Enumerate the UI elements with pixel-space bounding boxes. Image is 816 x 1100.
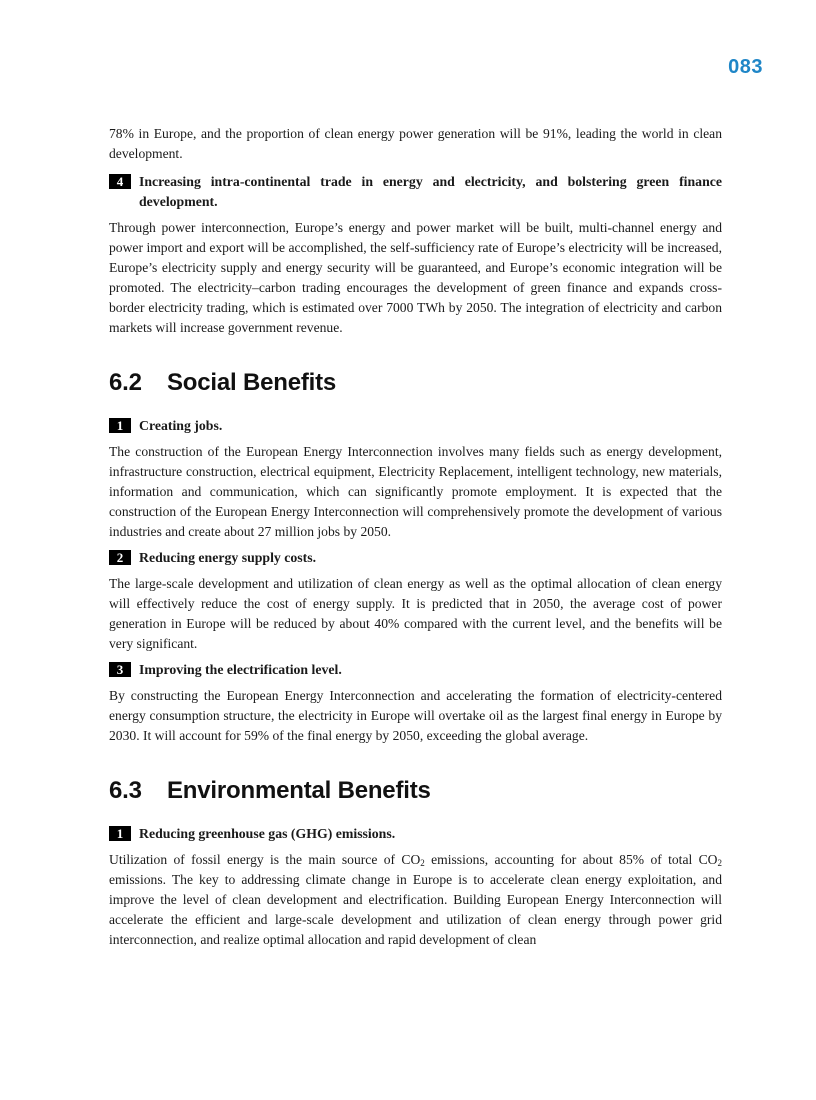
item-number-badge: 2 <box>109 550 131 565</box>
item-title: Improving the electrification level. <box>139 662 342 677</box>
page-number: 083 <box>728 56 763 78</box>
reducing-costs-paragraph: The large-scale development and utilization of clean energy as well as the optimal allocation of clean energy will effectively reduce the cost of energy supply. It is predicted that in 2050, the average cost of power generation in Europe will be reduced by about 40% compared with the current level, and the benefits will be very significant. <box>109 576 722 651</box>
section-title: Environmental Benefits <box>167 777 431 804</box>
item-number-badge: 3 <box>109 662 131 677</box>
ghg-text-part: Utilization of fossil energy is the main source of CO <box>109 852 421 867</box>
item-heading-trade <box>109 172 722 212</box>
item-heading-ghg <box>109 824 722 844</box>
item-title: Reducing greenhouse gas (GHG) emissions. <box>139 826 396 841</box>
item-number-badge: 1 <box>109 826 131 841</box>
item-heading-creating-jobs <box>109 416 722 436</box>
section-number: 6.3 <box>109 777 142 804</box>
item-title: Creating jobs. <box>139 418 223 433</box>
creating-jobs-paragraph: The construction of the European Energy Interconnection involves many fields such as energy development, infrastructure construction, electrical equipment, Electricity Replacement, intelligent technology, new materials, information and communication, which can significantly promote employment. It is expected that the construction of the European Energy Interconnection will comprehensively promote the development of various industries and create about 27 million jobs by 2050. <box>109 444 722 539</box>
item-title: Reducing energy supply costs. <box>139 550 317 565</box>
page-content <box>109 124 722 950</box>
electrification-paragraph: By constructing the European Energy Interconnection and accelerating the formation of electricity-centered energy consumption structure, the electricity in Europe will overtake oil as the largest final energy in Europe by 2030. It will account for 59% of the final energy by 2050, exceeding the global average. <box>109 688 722 743</box>
item-number-badge: 1 <box>109 418 131 433</box>
item-heading-reducing-costs <box>109 548 722 568</box>
intro-paragraph: 78% in Europe, and the proportion of clean energy power generation will be 91%, leading the world in clean development. <box>109 126 722 161</box>
item-heading-electrification <box>109 660 722 680</box>
ghg-text-part: emissions, accounting for about 85% of total CO <box>424 852 718 867</box>
subscript-2: 2 <box>717 858 722 868</box>
section-number: 6.2 <box>109 369 142 396</box>
section-heading-social-benefits <box>109 368 722 398</box>
section-title: Social Benefits <box>167 369 337 396</box>
section-heading-environmental-benefits <box>109 776 722 806</box>
item-title: Increasing intra-continental trade in energy and electricity, and bolstering green finance development. <box>139 174 722 209</box>
ghg-paragraph <box>109 850 722 950</box>
item-number-badge: 4 <box>109 174 131 189</box>
subscript-2: 2 <box>420 858 425 868</box>
trade-paragraph: Through power interconnection, Europe’s energy and power market will be built, multi-channel energy and power import and export will be accomplished, the self-sufficiency rate of Europe’s electricity will be increased, Europe’s electricity supply and energy security will be guaranteed, and Europe’s economic integration will be promoted. The electricity–carbon trading encourages the development of green finance and expands cross-border electricity trading, which is estimated over 7000 TWh by 2050. The integration of electricity and carbon markets will increase government revenue. <box>109 220 722 335</box>
ghg-text-part: emissions. The key to addressing climate change in Europe is to accelerate clean energy exploitation, and improve the level of clean development and electrification. Building European Energy Interconnection will accelerate the efficient and large-scale development and utilization of clean energy through power grid interconnection, and realize optimal allocation and rapid development of clean <box>109 872 722 947</box>
